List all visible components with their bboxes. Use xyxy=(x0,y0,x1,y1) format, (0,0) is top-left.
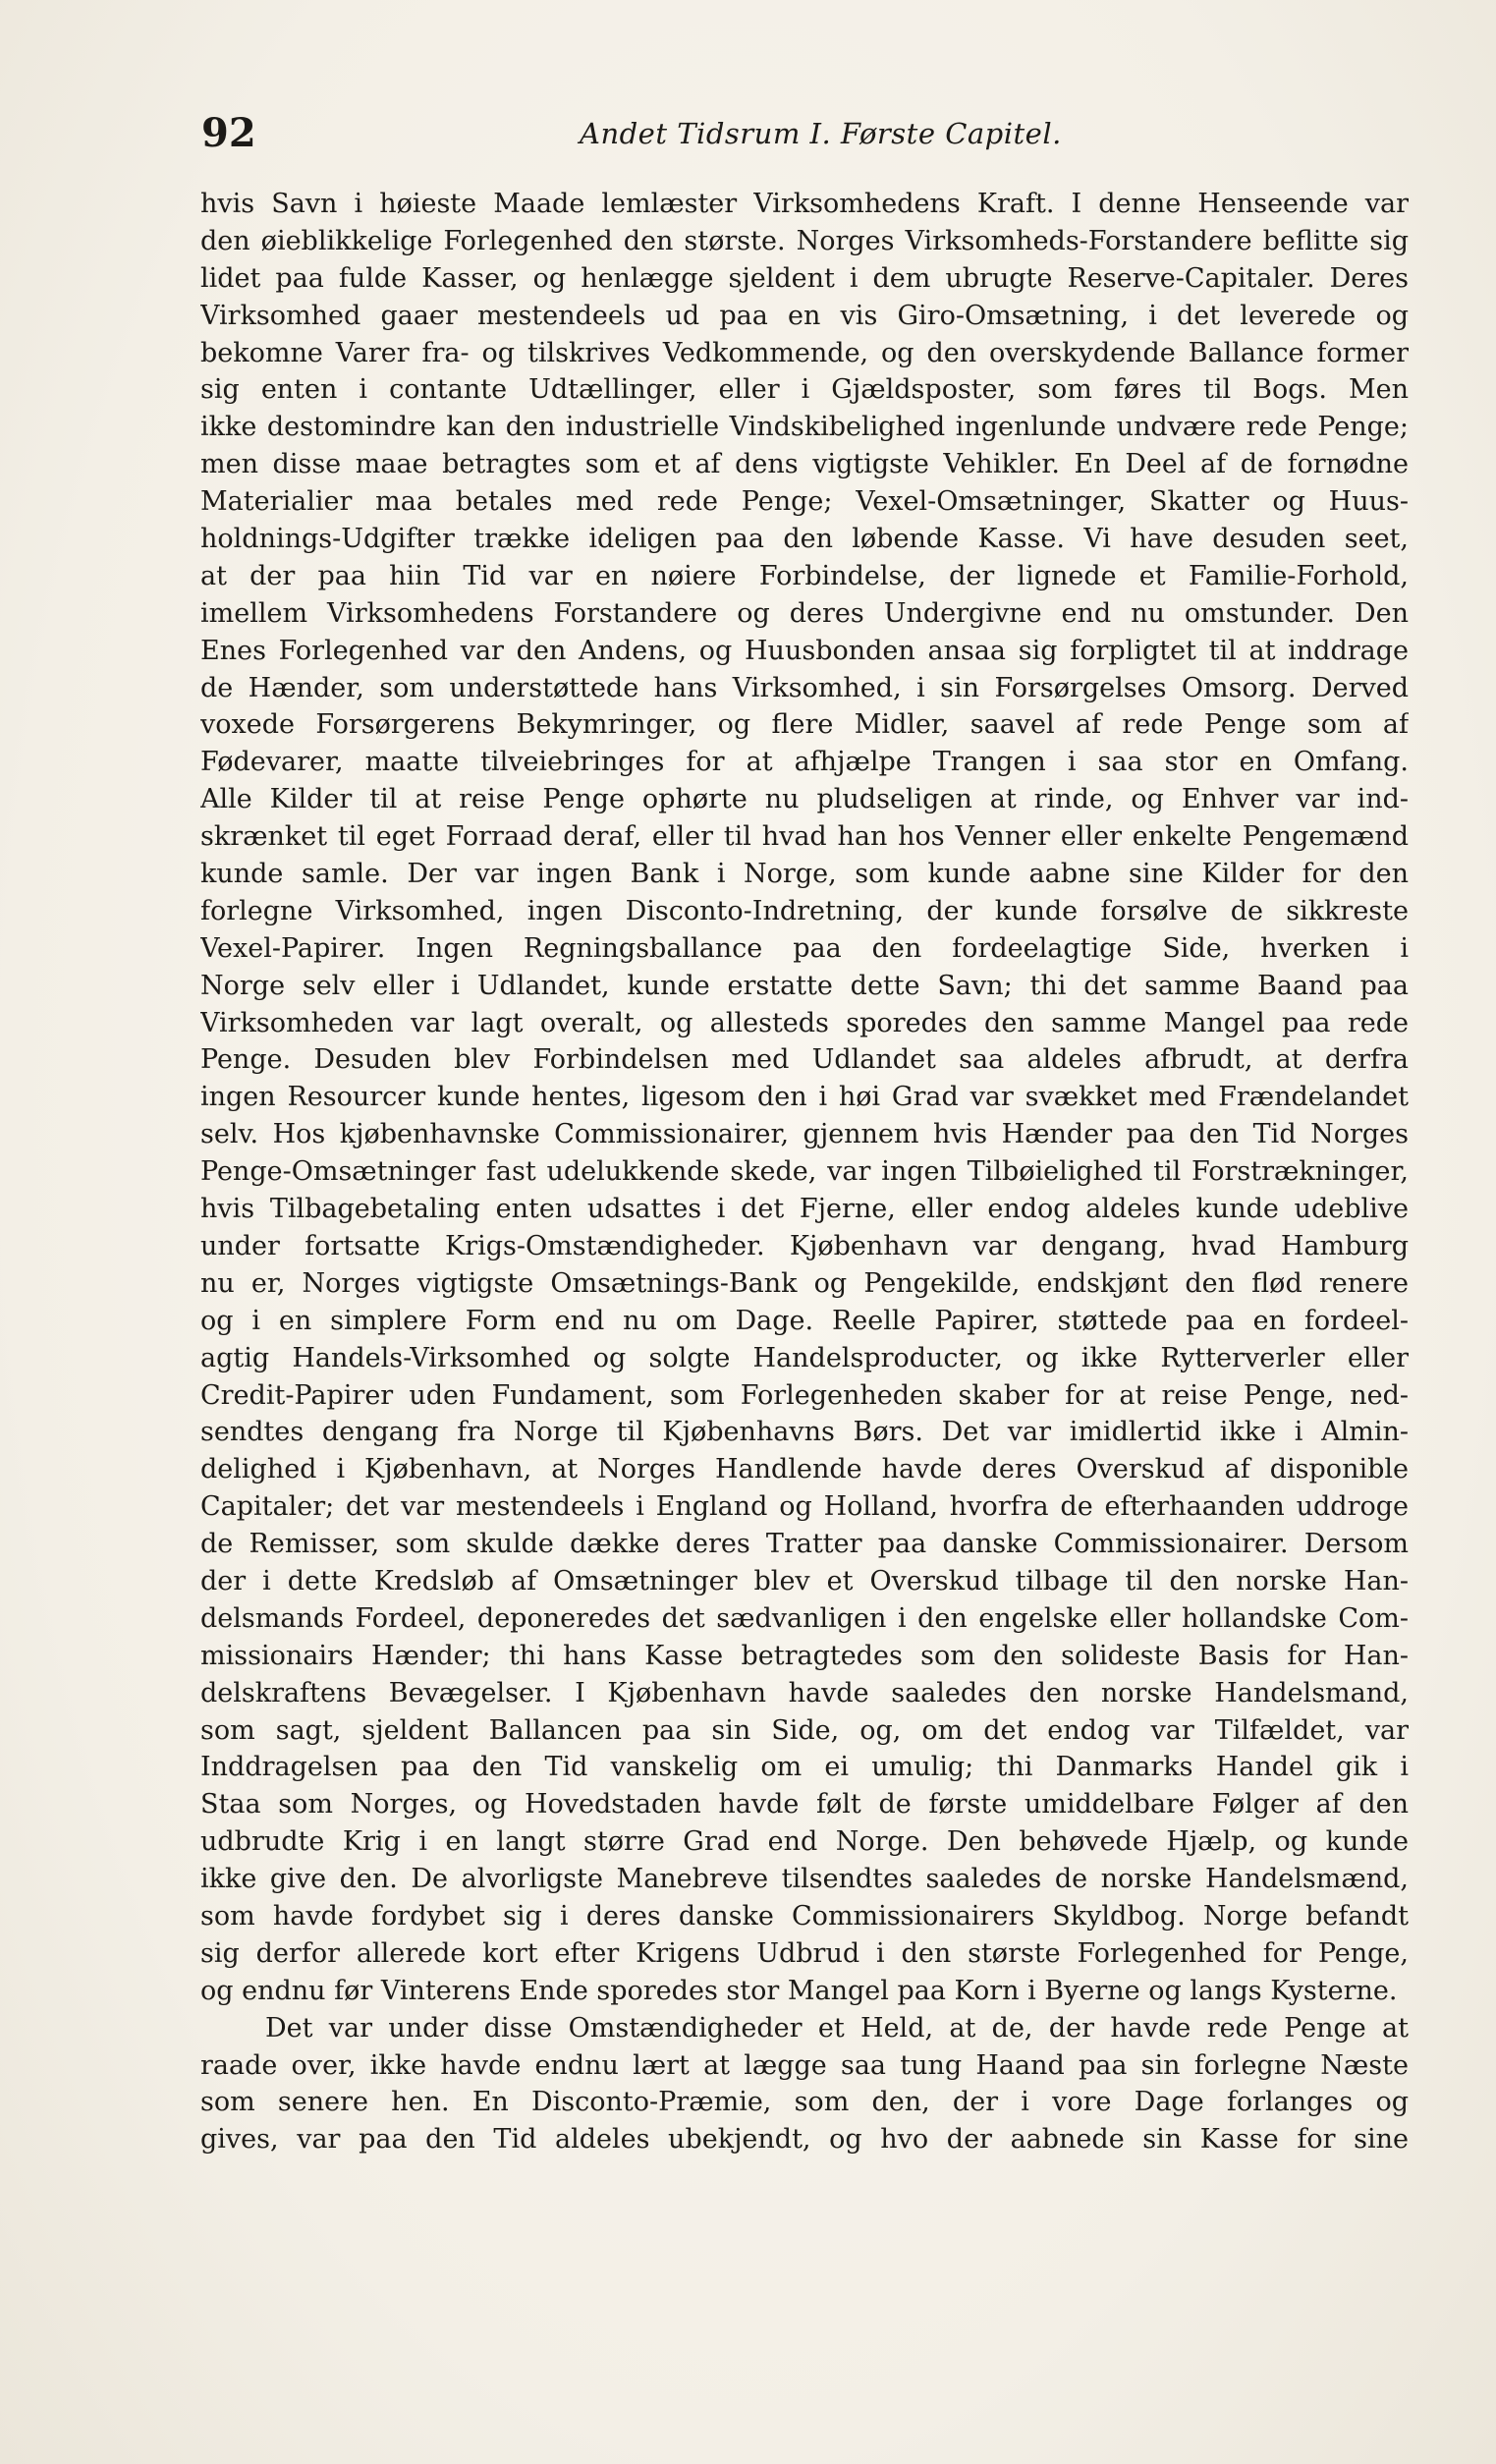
text-line: Norge selv eller i Udlandet, kunde erstatte dette Savn; thi det samme Baand paa xyxy=(200,970,1409,1001)
text-line: sendtes dengang fra Norge til Kjøbenhavns Børs. Det var imidlertid ikke i Almin- xyxy=(200,1417,1409,1448)
text-line: at der paa hiin Tid var en nøiere Forbindelse, der lignede et Familie-Forhold, xyxy=(200,560,1409,591)
text-line: lidet paa fulde Kasser, og henlægge sjeldent i dem ubrugte Reserve-Capitaler. Deres xyxy=(200,262,1409,294)
text-line: som sagt, sjeldent Ballancen paa sin Side, og, om det endog var Tilfældet, var xyxy=(200,1714,1409,1746)
text-line: kunde samle. Der var ingen Bank i Norge, som kunde aabne sine Kilder for den xyxy=(200,859,1409,890)
text-line: sig enten i contante Udtællinger, eller i Gjældsposter, som føres til Bogs. Men xyxy=(200,374,1409,406)
text-line: Vexel-Papirer. Ingen Regningsballance paa den fordeelagtige Side, hverken i xyxy=(200,932,1409,964)
text-line: under fortsatte Krigs-Omstændigheder. Kjøbenhavn var dengang, hvad Hamburg xyxy=(200,1230,1409,1261)
text-line: ikke give den. De alvorligste Manebreve tilsendtes saaledes de norske Handelsmænd, xyxy=(200,1864,1409,1895)
text-line: agtig Handels-Virksomhed og solgte Handelsproducter, og ikke Rytterverler eller xyxy=(200,1342,1409,1373)
text-line: og i en simplere Form end nu om Dage. Reelle Papirer, støttede paa en fordeel- xyxy=(200,1305,1409,1336)
body-text xyxy=(200,186,1409,2158)
text-line: delskraftens Bevægelser. I Kjøbenhavn havde saaledes den norske Handelsmand, xyxy=(200,1677,1409,1708)
text-line: hvis Tilbagebetaling enten udsattes i det Fjerne, eller endog aldeles kunde udeblive xyxy=(200,1194,1409,1225)
text-line: den øieblikkelige Forlegenhed den største. Norges Virksomheds-Forstandere beflitte sig xyxy=(200,225,1409,256)
text-line: Alle Kilder til at reise Penge ophørte nu pludseligen at rinde, og Enhver var ind- xyxy=(200,784,1409,815)
text-line: holdnings-Udgifter trække ideligen paa den løbende Kasse. Vi have desuden seet, xyxy=(200,524,1409,555)
page-number: 92 xyxy=(201,110,256,156)
text-line: som havde fordybet sig i deres danske Commissionairers Skyldbog. Norge befandt xyxy=(200,1900,1409,1932)
text-line: bekomne Varer fra- og tilskrives Vedkommende, og den overskydende Ballance former xyxy=(200,337,1409,368)
text-line: Staa som Norges, og Hovedstaden havde følt de første umiddelbare Følger af den xyxy=(200,1789,1409,1820)
text-line: der i dette Kredsløb af Omsætninger blev et Overskud tilbage til den norske Han- xyxy=(200,1565,1409,1596)
text-line: Credit-Papirer uden Fundament, som Forlegenheden skaber for at reise Penge, ned- xyxy=(200,1379,1409,1411)
text-line: hvis Savn i høieste Maade lemlæster Virksomhedens Kraft. I denne Henseende var xyxy=(200,189,1409,219)
paragraph-end-line: og endnu før Vinterens Ende sporedes stor Mangel paa Korn i Byerne og langs Kysterne. xyxy=(200,1975,1398,2006)
text-line: raade over, ikke havde endnu lært at lægge saa tung Haand paa sin forlegne Næste xyxy=(200,2049,1409,2081)
text-line: voxede Forsørgerens Bekymringer, og flere Midler, saavel af rede Penge som af xyxy=(200,709,1409,741)
text-line: skrænket til eget Forraad deraf, eller til hvad han hos Venner eller enkelte Pengemænd xyxy=(200,821,1409,853)
text-line: Penge. Desuden blev Forbindelsen med Udlandet saa aldeles afbrudt, at derfra xyxy=(200,1044,1409,1076)
text-line: nu er, Norges vigtigste Omsætnings-Bank og Pengekilde, endskjønt den flød renere xyxy=(200,1267,1409,1299)
text-line: Virksomheden var lagt overalt, og allesteds sporedes den samme Mangel paa rede xyxy=(200,1007,1409,1038)
text-line: forlegne Virksomhed, ingen Disconto-Indretning, der kunde forsølve de sikkreste xyxy=(200,895,1409,926)
text-line: selv. Hos kjøbenhavnske Commissionairer, gjennem hvis Hænder paa den Tid Norges xyxy=(200,1119,1409,1150)
text-line: Enes Forlegenhed var den Andens, og Huusbonden ansaa sig forpligtet til at inddrage xyxy=(200,635,1409,666)
text-line: Materialier maa betales med rede Penge; Vexel-Omsætninger, Skatter og Huus- xyxy=(200,486,1409,518)
text-line: de Remisser, som skulde dække deres Tratter paa danske Commissionairer. Dersom xyxy=(200,1529,1409,1560)
text-line: Fødevarer, maatte tilveiebringes for at afhjælpe Trangen i saa stor en Omfang. xyxy=(200,747,1409,778)
text-line: sig derfor allerede kort efter Krigens Udbrud i den største Forlegenhed for Penge, xyxy=(200,1937,1409,1969)
running-head: Andet Tidsrum I. Første Capitel. xyxy=(580,117,1062,150)
text-line: som senere hen. En Disconto-Præmie, som den, der i vore Dage forlanges og xyxy=(200,2087,1409,2118)
text-line: de Hænder, som understøttede hans Virksomhed, i sin Forsørgelses Omsorg. Derved xyxy=(200,672,1409,703)
text-line: gives, var paa den Tid aldeles ubekjendt, og hvo der aabnede sin Kasse for sine xyxy=(200,2124,1409,2156)
text-line: imellem Virksomhedens Forstandere og deres Undergivne end nu omstunder. Den xyxy=(200,597,1409,629)
text-line: Inddragelsen paa den Tid vanskelig om ei umulig; thi Danmarks Handel gik i xyxy=(200,1752,1409,1783)
text-line: Capitaler; det var mestendeels i England og Holland, hvorfra de efterhaanden uddroge xyxy=(200,1491,1409,1523)
text-line: ingen Resourcer kunde hentes, ligesom den i høi Grad var svækket med Frændelandet xyxy=(200,1082,1409,1113)
text-line: ikke destomindre kan den industrielle Vindskibelighed ingenlunde undvære rede Penge; xyxy=(200,412,1409,443)
paragraph-start-line: Det var under disse Omstændigheder et Held, at de, der havde rede Penge at xyxy=(265,2012,1409,2044)
text-line: men disse maae betragtes som et af dens vigtigste Vehikler. En Deel af de fornødne xyxy=(200,449,1409,480)
text-line: udbrudte Krig i en langt større Grad end Norge. Den behøvede Hjælp, og kunde xyxy=(200,1826,1409,1858)
text-line: delsmands Fordeel, deponeredes det sædvanligen i den engelske eller hollandske Com- xyxy=(200,1602,1409,1634)
text-line: missionairs Hænder; thi hans Kasse betragtedes som den solideste Basis for Han- xyxy=(200,1640,1409,1671)
text-line: delighed i Kjøbenhavn, at Norges Handlende havde deres Overskud af disponible xyxy=(200,1454,1409,1485)
text-line: Virksomhed gaaer mestendeels ud paa en vis Giro-Omsætning, i det leverede og xyxy=(200,300,1409,331)
text-line: Penge-Omsætninger fast udelukkende skede, var ingen Tilbøielighed til Forstrækninger, xyxy=(200,1156,1409,1188)
page-header xyxy=(201,110,1388,157)
